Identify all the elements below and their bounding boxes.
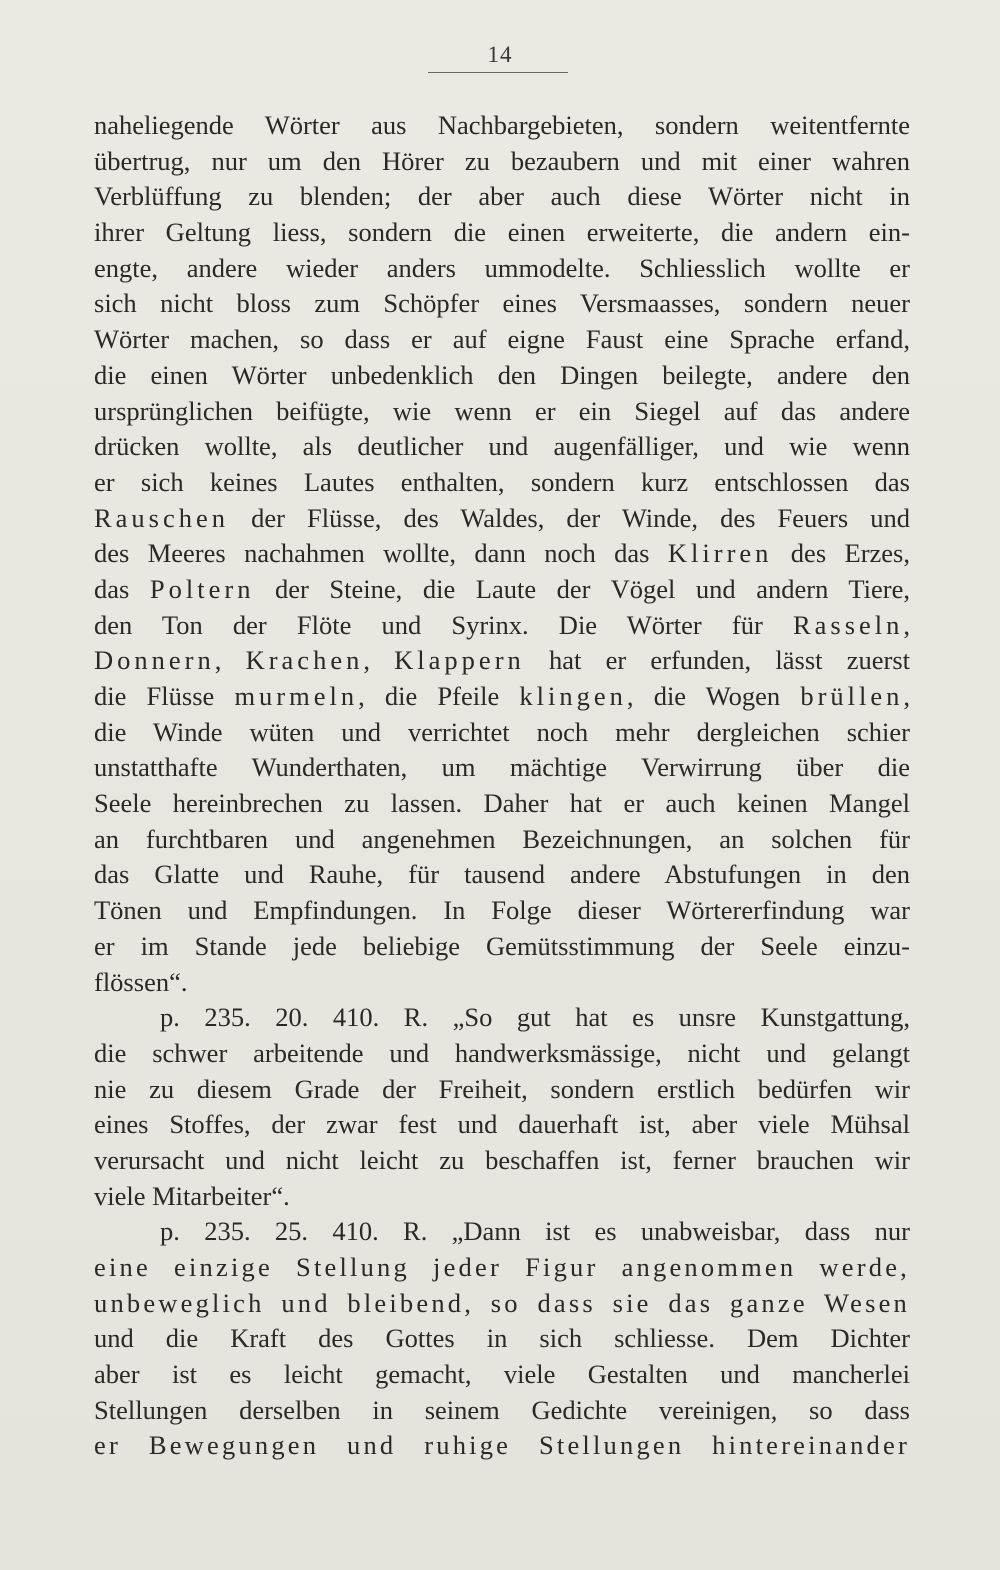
text-line: nie zu diesem Grade der Freiheit, sondern erstlich bedürfen wir: [94, 1073, 910, 1104]
text-line: viele Mitarbeiter“.: [94, 1180, 290, 1211]
text-line: eine einzige Stellung jeder Figur angenommen werde,: [94, 1252, 910, 1282]
body-text: [94, 108, 910, 1464]
spaced-word: brüllen: [800, 681, 904, 711]
text-line: er sich keines Lautes enthalten, sondern kurz entschlossen das: [94, 466, 910, 497]
text-line: er im Stande jede beliebige Gemütsstimmung der Seele einzu-: [94, 930, 910, 961]
spaced-word: Poltern: [149, 573, 255, 604]
spaced-word: Donnern: [94, 645, 215, 676]
text-line: Wörter machen, so dass er auf eigne Faust eine Sprache erfand,: [94, 324, 910, 355]
text-line: ursprünglichen beifügte, wie wenn er ein Siegel auf das andere: [94, 395, 910, 426]
text-line: des Meeres nachahmen wollte, dann noch das Klirren des Erzes,: [94, 538, 910, 569]
text-line: Verblüffung zu blenden; der aber auch diese Wörter nicht in: [94, 181, 910, 212]
text-line: Stellungen derselben in seinem Gedichte vereinigen, so dass: [94, 1394, 910, 1425]
text-line: er Bewegungen und ruhige Stellungen hintereinander: [94, 1430, 910, 1461]
text-line: Donnern, Krachen, Klappern hat er erfunden, lässt zuerst: [94, 645, 910, 676]
spaced-word: Klappern: [394, 645, 525, 676]
text-line: drücken wollte, als deutlicher und augenfälliger, und wie wenn: [94, 431, 910, 462]
text-line: die Flüsse murmeln, die Pfeile klingen, die Wogen brüllen,: [94, 681, 910, 711]
text-line: aber ist es leicht gemacht, viele Gestalten und mancherlei: [94, 1359, 910, 1390]
text-line: und die Kraft des Gottes in sich schliesse. Dem Dichter: [94, 1323, 910, 1354]
text-line: das Poltern der Steine, die Laute der Vögel und andern Tiere,: [94, 573, 910, 604]
text-line: übertrug, nur um den Hörer zu bezaubern und mit einer wahren: [94, 145, 910, 176]
text-line: die Winde wüten und verrichtet noch mehr dergleichen schier: [94, 716, 910, 747]
text-line: p. 235. 25. 410. R. „Dann ist es unabweisbar, dass nur: [160, 1216, 910, 1247]
spaced-word: Krachen: [245, 645, 364, 676]
text-line: den Ton der Flöte und Syrinx. Die Wörter für Rasseln,: [94, 609, 910, 640]
spaced-word: Rasseln: [792, 609, 904, 640]
spaced-word: Rauschen: [94, 502, 230, 533]
text-line: unstatthafte Wunderthaten, um mächtige Verwirrung über die: [94, 752, 910, 783]
page-number: 14: [487, 42, 513, 67]
text-line: Seele hereinbrechen zu lassen. Daher hat er auch keinen Mangel: [94, 788, 910, 819]
text-line: die schwer arbeitende und handwerksmässige, nicht und gelangt: [94, 1037, 910, 1068]
text-line: engte, andere wieder anders ummodelte. Schliesslich wollte er: [94, 252, 910, 283]
text-line: Tönen und Empfindungen. In Folge dieser Wörtererfindung war: [94, 895, 910, 926]
text-line: p. 235. 20. 410. R. „So gut hat es unsre Kunstgattung,: [160, 1002, 910, 1033]
text-line: flössen“.: [94, 966, 188, 997]
text-line: die einen Wörter unbedenklich den Dingen beilegte, andere den: [94, 359, 910, 390]
spaced-word: klingen: [519, 681, 627, 711]
text-line: eines Stoffes, der zwar fest und dauerhaft ist, aber viele Mühsal: [94, 1109, 910, 1140]
text-line: sich nicht bloss zum Schöpfer eines Versmaasses, sondern neuer: [94, 288, 910, 319]
text-line: verursacht und nicht leicht zu beschaffen ist, ferner brauchen wir: [94, 1144, 910, 1175]
text-line: ihrer Geltung liess, sondern die einen erweiterte, die andern ein-: [94, 217, 910, 248]
text-line: das Glatte und Rauhe, für tausend andere Abstufungen in den: [94, 859, 910, 890]
spaced-word: murmeln: [234, 681, 359, 711]
text-line: Rauschen der Flüsse, des Waldes, der Winde, des Feuers und: [94, 502, 910, 533]
text-line: naheliegende Wörter aus Nachbargebieten, sondern weitentfernte: [94, 110, 910, 140]
header-rule: [428, 72, 568, 73]
text-line: unbeweglich und bleibend, so dass sie das ganze Wesen: [94, 1287, 910, 1318]
text-line: an furchtbaren und angenehmen Bezeichnungen, an solchen für: [94, 823, 910, 854]
spaced-word: Klirren: [667, 538, 773, 569]
